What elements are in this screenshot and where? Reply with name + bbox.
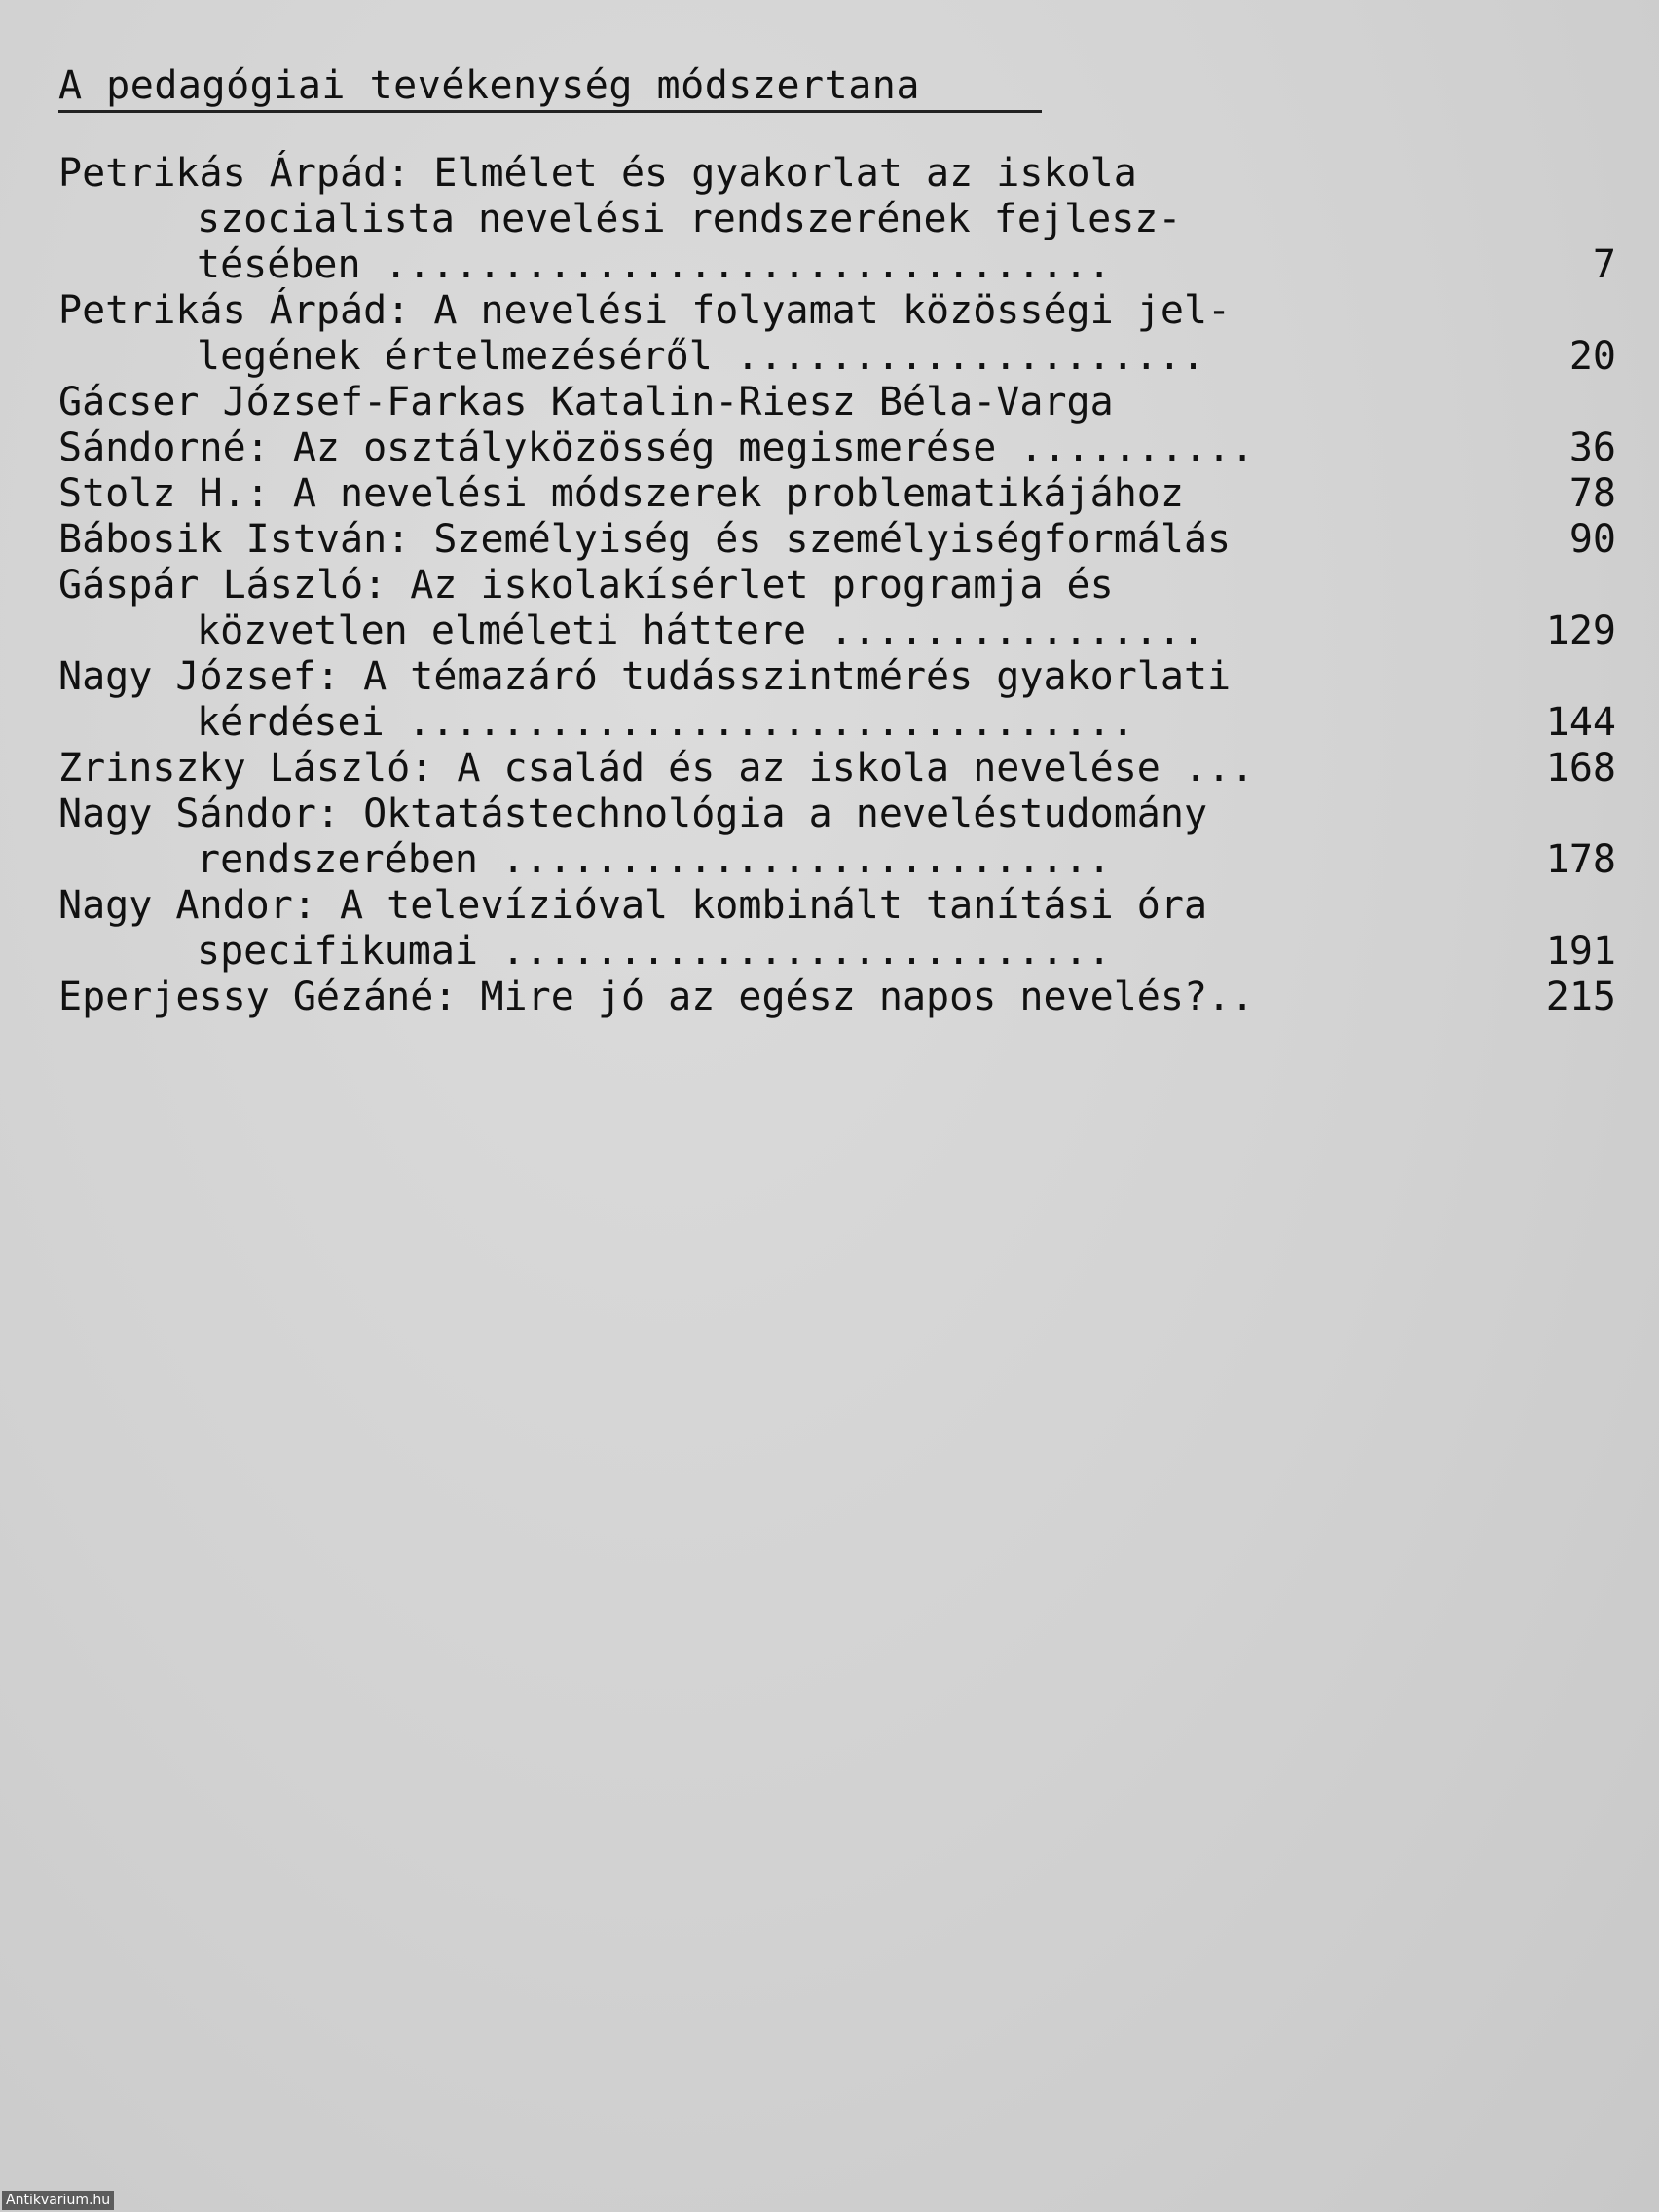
toc-line (58, 929, 1616, 975)
toc-entry-text: Nagy Sándor: Oktatástechnológia a neveléstudomány (58, 792, 1208, 836)
toc-entry-text: közvetlen elméleti háttere ................ (197, 608, 1205, 653)
toc-entry-text: Petrikás Árpád: A nevelési folyamat közösségi jel- (58, 288, 1232, 333)
table-of-contents (58, 151, 1616, 1020)
toc-line (58, 746, 1616, 792)
toc-entry-text: Petrikás Árpád: Elmélet és gyakorlat az iskola (58, 151, 1137, 196)
toc-entry-text: Gáspár László: Az iskolakísérlet programja és (58, 563, 1114, 608)
toc-entry-text: Stolz H.: A nevelési módszerek problematikájához (58, 471, 1184, 516)
toc-page-number: 129 (1545, 608, 1616, 653)
toc-line (58, 837, 1616, 883)
toc-entry-text: rendszerében .......................... (197, 837, 1112, 882)
toc-page-number: 144 (1545, 700, 1616, 745)
toc-entry-text: Nagy Andor: A televízióval kombinált tanítási óra (58, 883, 1208, 928)
toc-entry-text: legének értelmezéséről .................... (197, 334, 1205, 379)
toc-page-number: 90 (1568, 517, 1616, 562)
toc-line (58, 654, 1616, 700)
toc-page-number: 36 (1568, 425, 1616, 470)
toc-line (58, 288, 1616, 334)
toc-page-number: 178 (1545, 837, 1616, 882)
toc-line (58, 471, 1616, 517)
section-title: A pedagógiai tevékenység módszertana (58, 63, 920, 108)
toc-entry-text: tésében ............................... (197, 242, 1112, 287)
toc-page-number: 78 (1568, 471, 1616, 516)
toc-entry-text: Sándorné: Az osztályközösség megismerése .......... (58, 425, 1255, 470)
toc-entry-text: Zrinszky László: A család és az iskola nevelése ... (58, 746, 1255, 791)
toc-line (58, 517, 1616, 563)
toc-line (58, 883, 1616, 929)
toc-entry-text: szocialista nevelési rendszerének fejlesz- (197, 197, 1182, 241)
toc-line (58, 700, 1616, 746)
toc-line (58, 563, 1616, 608)
toc-line (58, 975, 1616, 1020)
watermark-label: Antikvarium.hu (2, 2191, 114, 2210)
toc-line (58, 151, 1616, 197)
toc-line (58, 242, 1616, 288)
toc-line (58, 334, 1616, 380)
toc-entry-text: Nagy József: A témazáró tudásszintmérés gyakorlati (58, 654, 1232, 699)
toc-line (58, 792, 1616, 837)
toc-entry-text: Gácser József-Farkas Katalin-Riesz Béla-Varga (58, 380, 1114, 424)
toc-line (58, 380, 1616, 425)
title-underline (58, 110, 1042, 113)
toc-line (58, 608, 1616, 654)
toc-entry-text: specifikumai .......................... (197, 929, 1112, 974)
toc-entry-text: Bábosik István: Személyiség és személyiségformálás (58, 517, 1232, 562)
toc-page-number: 168 (1545, 746, 1616, 791)
toc-page-number: 20 (1568, 334, 1616, 379)
toc-line (58, 197, 1616, 242)
toc-line (58, 425, 1616, 471)
toc-entry-text: kérdései ............................... (197, 700, 1135, 745)
toc-page-number: 7 (1592, 242, 1616, 287)
toc-entry-text: Eperjessy Gézáné: Mire jó az egész napos nevelés?.. (58, 975, 1255, 1019)
toc-page-number: 191 (1545, 929, 1616, 974)
toc-page-number: 215 (1545, 975, 1616, 1019)
